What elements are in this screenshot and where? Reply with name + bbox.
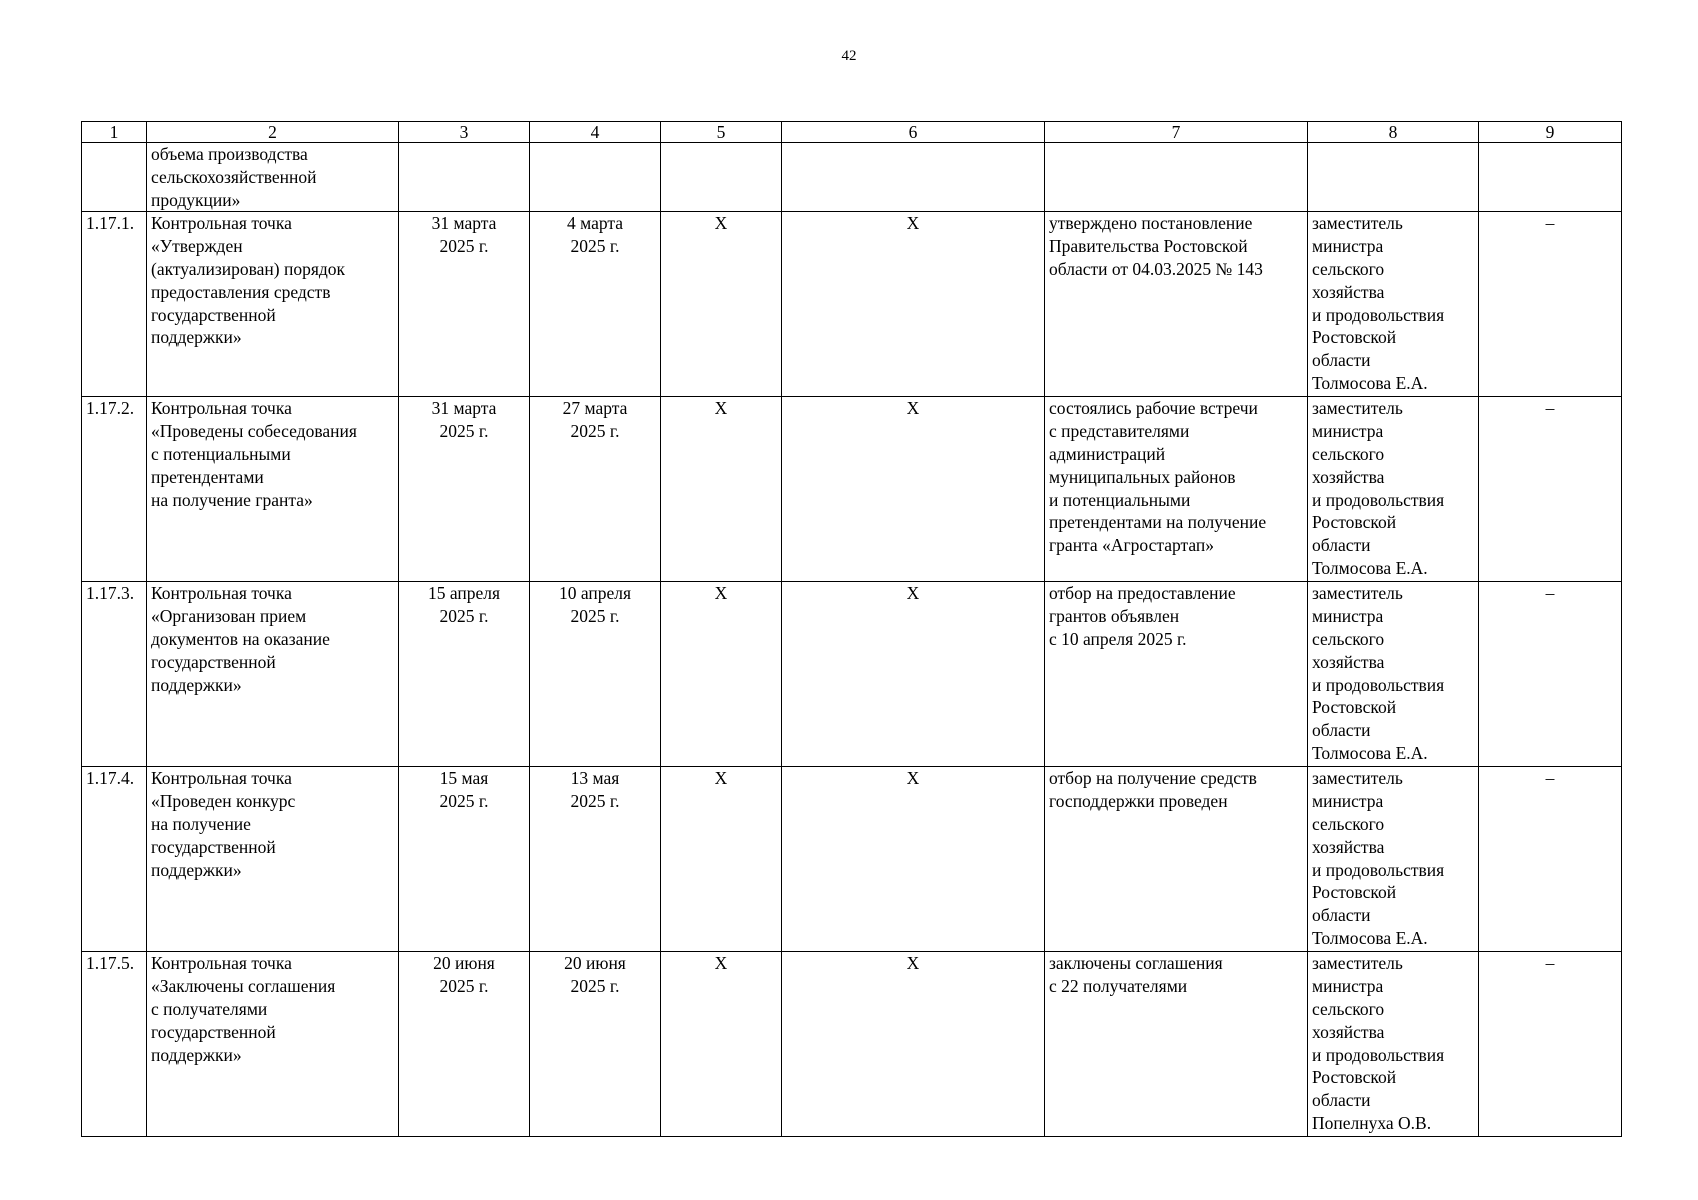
page-number: 42 bbox=[841, 48, 857, 64]
row-result-cell: состоялись рабочие встречи с представителями администраций муниципальных районов и потенциальными претендентами на получение гранта «Агростартап» bbox=[1045, 397, 1308, 582]
row-number-cell: 1.17.2. bbox=[82, 397, 147, 582]
row-name-cell: Контрольная точка «Утвержден (актуализирован) порядок предоставления средств государственной поддержки» bbox=[147, 212, 399, 397]
row-plan-date-cell: 31 марта 2025 г. bbox=[399, 397, 530, 582]
row-plan-date-cell bbox=[399, 143, 530, 212]
row-responsible-cell: заместитель министра сельского хозяйства и продовольствия Ростовской области Толмосова Е.А. bbox=[1308, 582, 1479, 767]
row-plan-date-cell: 15 мая 2025 г. bbox=[399, 767, 530, 952]
table-row-continuation bbox=[82, 143, 1622, 212]
row-col5-cell: Х bbox=[661, 397, 782, 582]
table-row bbox=[82, 582, 1622, 767]
row-responsible-cell bbox=[1308, 143, 1479, 212]
row-fact-date-cell: 27 марта 2025 г. bbox=[530, 397, 661, 582]
header-cell: 4 bbox=[530, 122, 661, 143]
row-col5-cell bbox=[661, 143, 782, 212]
table-row bbox=[82, 397, 1622, 582]
row-result-cell bbox=[1045, 143, 1308, 212]
table-row bbox=[82, 767, 1622, 952]
row-fact-date-cell: 13 мая 2025 г. bbox=[530, 767, 661, 952]
row-col6-cell: Х bbox=[782, 212, 1045, 397]
row-number-cell: 1.17.4. bbox=[82, 767, 147, 952]
row-col5-cell: Х bbox=[661, 952, 782, 1137]
table-row bbox=[82, 212, 1622, 397]
row-col9-cell: – bbox=[1479, 767, 1622, 952]
row-number-cell: 1.17.5. bbox=[82, 952, 147, 1137]
row-col5-cell: Х bbox=[661, 582, 782, 767]
row-col6-cell: Х bbox=[782, 397, 1045, 582]
row-fact-date-cell: 20 июня 2025 г. bbox=[530, 952, 661, 1137]
row-result-cell: отбор на предоставление грантов объявлен с 10 апреля 2025 г. bbox=[1045, 582, 1308, 767]
row-name-cell: объема производства сельскохозяйственной продукции» bbox=[147, 143, 399, 212]
row-plan-date-cell: 31 марта 2025 г. bbox=[399, 212, 530, 397]
row-plan-date-cell: 15 апреля 2025 г. bbox=[399, 582, 530, 767]
row-col9-cell: – bbox=[1479, 952, 1622, 1137]
row-name-cell: Контрольная точка «Заключены соглашения с получателями государственной поддержки» bbox=[147, 952, 399, 1137]
row-col5-cell: Х bbox=[661, 212, 782, 397]
row-responsible-cell: заместитель министра сельского хозяйства и продовольствия Ростовской области Толмосова Е.А. bbox=[1308, 212, 1479, 397]
row-fact-date-cell: 10 апреля 2025 г. bbox=[530, 582, 661, 767]
table-header-row bbox=[82, 122, 1622, 143]
row-result-cell: заключены соглашения с 22 получателями bbox=[1045, 952, 1308, 1137]
row-fact-date-cell: 4 марта 2025 г. bbox=[530, 212, 661, 397]
row-col6-cell: Х bbox=[782, 952, 1045, 1137]
header-cell: 6 bbox=[782, 122, 1045, 143]
row-fact-date-cell bbox=[530, 143, 661, 212]
row-plan-date-cell: 20 июня 2025 г. bbox=[399, 952, 530, 1137]
header-cell: 1 bbox=[82, 122, 147, 143]
control-points-table bbox=[81, 121, 1622, 1137]
row-responsible-cell: заместитель министра сельского хозяйства и продовольствия Ростовской области Попелнуха О.В. bbox=[1308, 952, 1479, 1137]
row-col6-cell: Х bbox=[782, 582, 1045, 767]
row-result-cell: утверждено постановление Правительства Ростовской области от 04.03.2025 № 143 bbox=[1045, 212, 1308, 397]
row-number-cell: 1.17.3. bbox=[82, 582, 147, 767]
row-col9-cell: – bbox=[1479, 397, 1622, 582]
row-number-cell bbox=[82, 143, 147, 212]
row-name-cell: Контрольная точка «Организован прием документов на оказание государственной поддержки» bbox=[147, 582, 399, 767]
row-number-cell: 1.17.1. bbox=[82, 212, 147, 397]
header-cell: 9 bbox=[1479, 122, 1622, 143]
row-col9-cell: – bbox=[1479, 582, 1622, 767]
row-col9-cell: – bbox=[1479, 212, 1622, 397]
row-col6-cell: Х bbox=[782, 767, 1045, 952]
row-col9-cell bbox=[1479, 143, 1622, 212]
row-responsible-cell: заместитель министра сельского хозяйства и продовольствия Ростовской области Толмосова Е.А. bbox=[1308, 397, 1479, 582]
row-col5-cell: Х bbox=[661, 767, 782, 952]
header-cell: 5 bbox=[661, 122, 782, 143]
row-result-cell: отбор на получение средств господдержки проведен bbox=[1045, 767, 1308, 952]
table-row bbox=[82, 952, 1622, 1137]
header-cell: 2 bbox=[147, 122, 399, 143]
row-col6-cell bbox=[782, 143, 1045, 212]
row-name-cell: Контрольная точка «Проведены собеседования с потенциальными претендентами на получение гранта» bbox=[147, 397, 399, 582]
row-responsible-cell: заместитель министра сельского хозяйства и продовольствия Ростовской области Толмосова Е.А. bbox=[1308, 767, 1479, 952]
header-cell: 7 bbox=[1045, 122, 1308, 143]
header-cell: 3 bbox=[399, 122, 530, 143]
row-name-cell: Контрольная точка «Проведен конкурс на получение государственной поддержки» bbox=[147, 767, 399, 952]
header-cell: 8 bbox=[1308, 122, 1479, 143]
